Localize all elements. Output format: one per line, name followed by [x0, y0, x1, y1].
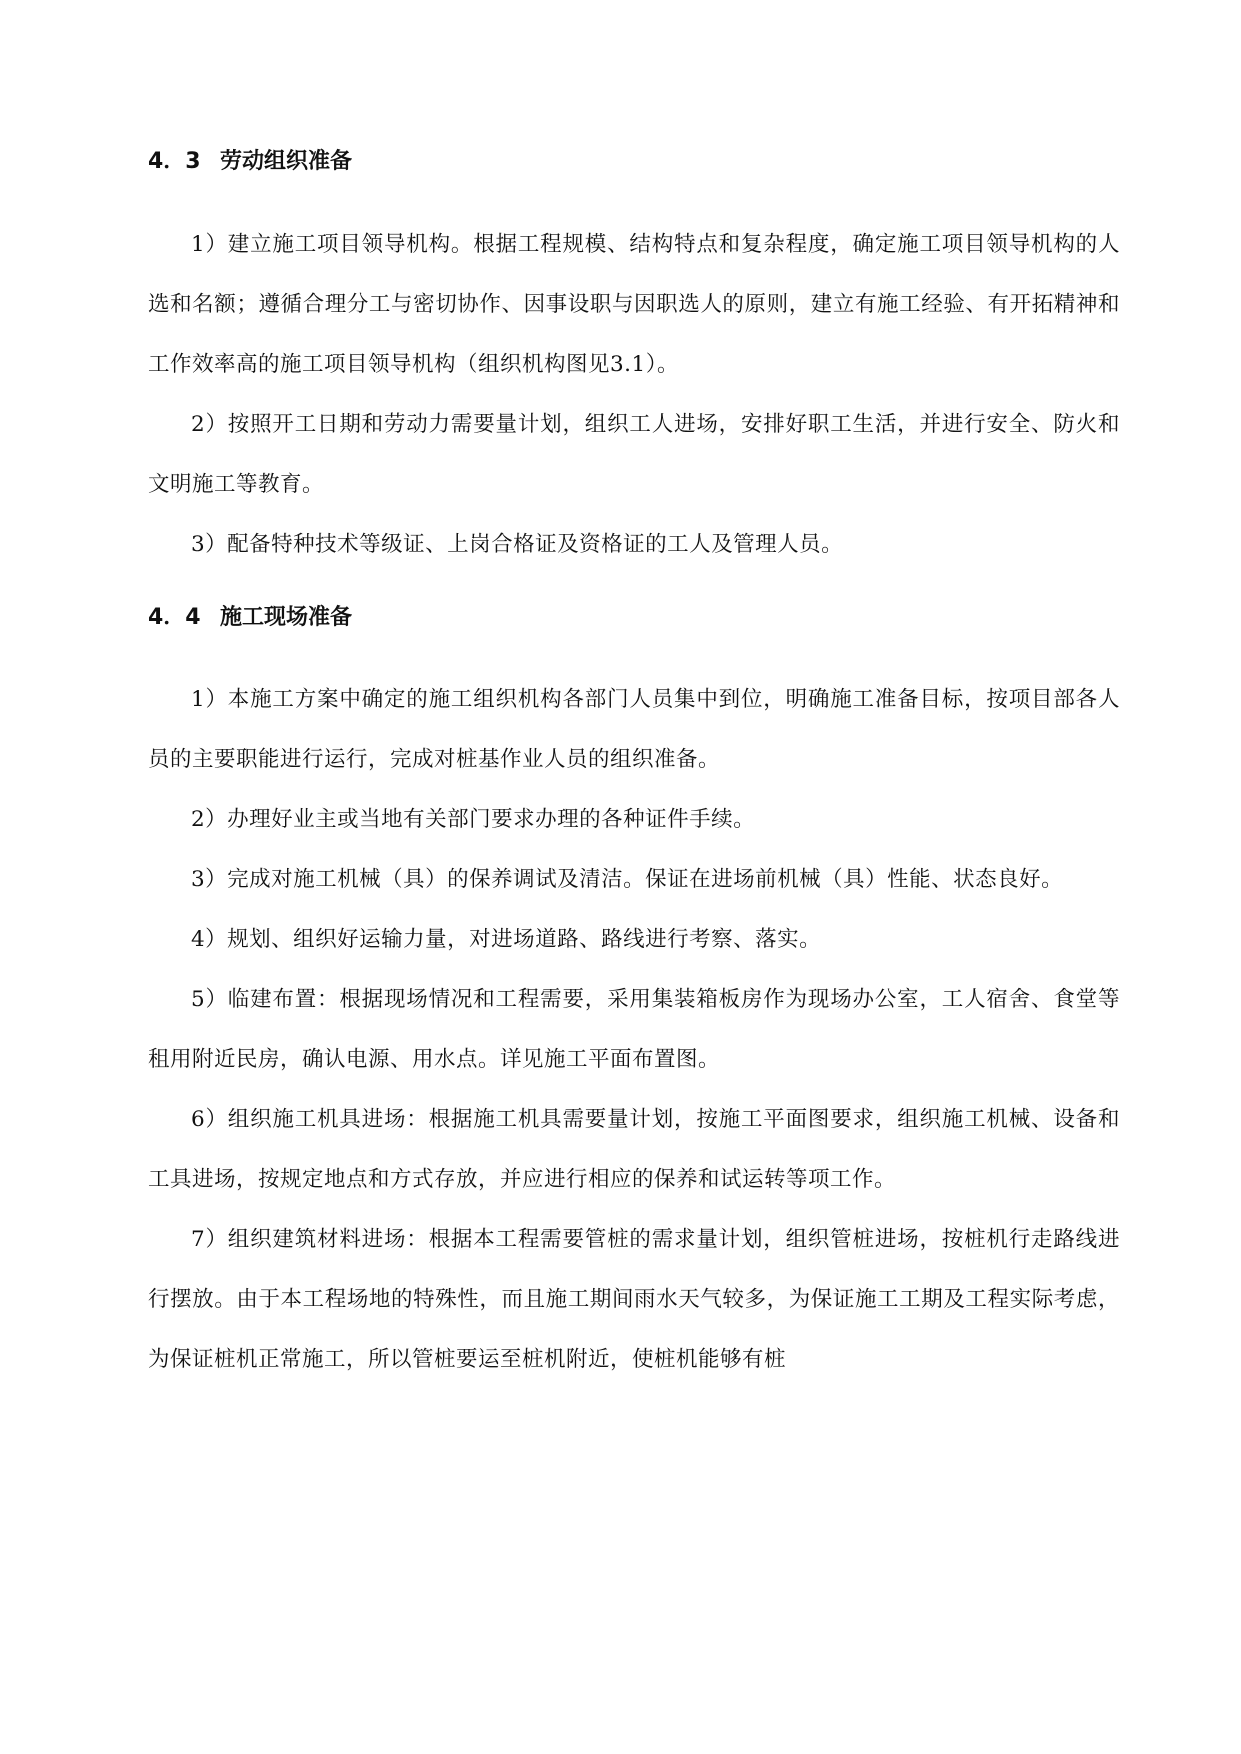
paragraph: 1）本施工方案中确定的施工组织机构各部门人员集中到位，明确施工准备目标，按项目部各人员的主要职能进行运行，完成对桩基作业人员的组织准备。 [148, 687, 1120, 772]
section-body [148, 215, 1120, 575]
section-number: 4．3 [148, 149, 201, 174]
section-title: 劳动组织准备 [220, 149, 353, 174]
section-title: 施工现场准备 [220, 605, 353, 630]
paragraph: 2）按照开工日期和劳动力需要量计划，组织工人进场，安排好职工生活，并进行安全、防火和文明施工等教育。 [148, 412, 1120, 497]
paragraph: 7）组织建筑材料进场：根据本工程需要管桩的需求量计划，组织管桩进场，按桩机行走路线进行摆放。由于本工程场地的特殊性，而且施工期间雨水天气较多，为保证施工工期及工程实际考虑，为保证桩机正常施工，所以管桩要运至桩机附近，使桩机能够有桩 [148, 1227, 1120, 1372]
section-heading [148, 147, 1120, 177]
paragraph: 3）完成对施工机械（具）的保养调试及清洁。保证在进场前机械（具）性能、状态良好。 [191, 867, 1064, 892]
section-number: 4．4 [148, 605, 201, 630]
paragraph: 2）办理好业主或当地有关部门要求办理的各种证件手续。 [191, 807, 756, 832]
paragraph: 6）组织施工机具进场：根据施工机具需要量计划，按施工平面图要求，组织施工机械、设备和工具进场，按规定地点和方式存放，并应进行相应的保养和试运转等项工作。 [148, 1107, 1120, 1192]
paragraph: 1）建立施工项目领导机构。根据工程规模、结构特点和复杂程度，确定施工项目领导机构的人选和名额；遵循合理分工与密切协作、因事设职与因职选人的原则，建立有施工经验、有开拓精神和工作效率高的施工项目领导机构（组织机构图见3.1）。 [148, 232, 1120, 377]
paragraph: 3）配备特种技术等级证、上岗合格证及资格证的工人及管理人员。 [191, 532, 844, 557]
paragraph: 5）临建布置：根据现场情况和工程需要，采用集装箱板房作为现场办公室，工人宿舍、食堂等租用附近民房，确认电源、用水点。详见施工平面布置图。 [148, 987, 1120, 1072]
section-heading [148, 603, 1120, 633]
paragraph: 4）规划、组织好运输力量，对进场道路、路线进行考察、落实。 [191, 927, 822, 952]
section-body [148, 670, 1120, 1390]
